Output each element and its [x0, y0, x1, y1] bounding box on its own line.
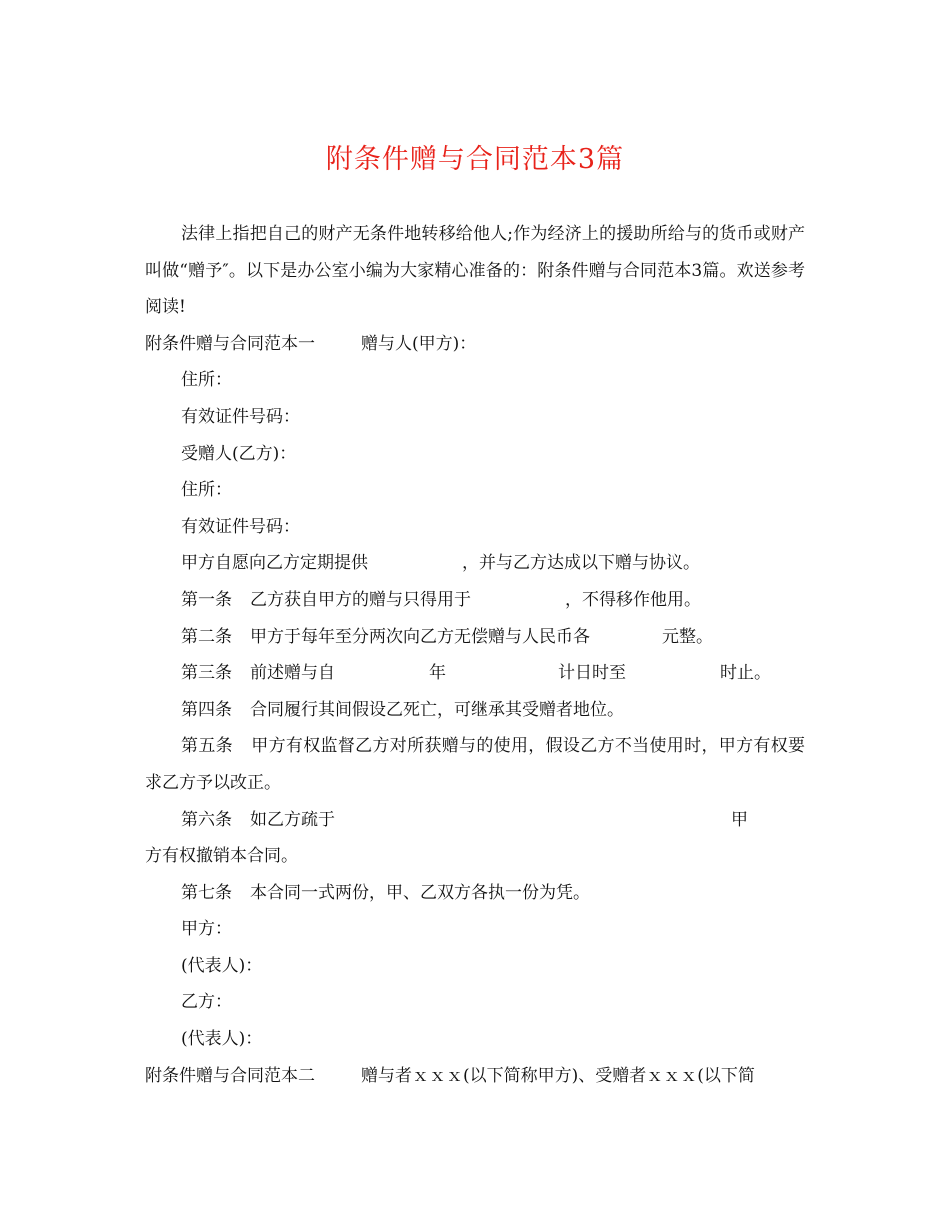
- article-7: [145, 875, 805, 912]
- article-7-text: 本合同一式两份，甲、乙双方各执一份为凭。: [250, 882, 590, 903]
- article-1-pre: 乙方获自甲方的赠与只得用于: [250, 589, 471, 610]
- article-4-text: 合同履行其间假设乙死亡，可继承其受赠者地位。: [250, 699, 624, 720]
- article-3-c: 计日时至: [558, 663, 626, 684]
- section1-heading: 附条件赠与合同范本一: [145, 333, 315, 354]
- article-3-d: 时止。: [720, 663, 771, 684]
- agreement-line: [145, 545, 805, 582]
- intro-paragraph: 法律上指把自己的财产无条件地转移给他人;作为经济上的援助所给与的货币或财产叫做“赠予″。以下是办公室小编为大家精心准备的：附条件赠与合同范本3篇。欢送参考阅读!: [145, 224, 805, 318]
- donee-id: 有效证件号码：: [181, 516, 300, 537]
- donee-label: 受赠人(乙方)：: [181, 443, 297, 464]
- article-2-number: 第二条: [181, 626, 232, 647]
- donor-id: 有效证件号码：: [181, 406, 300, 427]
- article-1: [145, 582, 805, 619]
- section2-heading: 附条件赠与合同范本二: [145, 1065, 315, 1086]
- article-2-post: 元整。: [662, 626, 713, 647]
- document-title: 附条件赠与合同范本3篇: [325, 144, 625, 175]
- section2-text: 赠与者ｘｘｘ(以下简称甲方)、受赠者ｘｘｘ(以下简: [361, 1065, 755, 1086]
- article-6-continuation: 方有权撤销本合同。: [145, 846, 298, 867]
- article-3-b: 年: [429, 663, 446, 684]
- article-1-post: ，不得移作他用。: [565, 589, 701, 610]
- agreement-pre: 甲方自愿向乙方定期提供: [181, 553, 368, 574]
- article-6: [145, 802, 805, 839]
- signature-party-a: 甲方：: [181, 919, 232, 940]
- agreement-post: ，并与乙方达成以下赠与协议。: [462, 553, 700, 574]
- article-5-text: 甲方有权监督乙方对所获赠与的使用，假设乙方不当使用时，甲方有权要求乙方予以改正。: [145, 736, 806, 793]
- article-5-number: 第五条: [181, 736, 233, 757]
- donor-address: 住所：: [181, 370, 232, 391]
- article-6-end: 甲: [731, 809, 748, 830]
- article-4-number: 第四条: [181, 699, 232, 720]
- donor-label: 赠与人(甲方)：: [361, 333, 477, 354]
- article-5: [145, 728, 805, 801]
- signature-party-b-representative: (代表人)：: [181, 1029, 263, 1050]
- article-6-pre: 如乙方疏于: [250, 809, 335, 830]
- article-2-pre: 甲方于每年至分两次向乙方无偿赠与人民币各: [250, 626, 590, 647]
- article-6-number: 第六条: [181, 809, 232, 830]
- document-body: [145, 216, 805, 1094]
- section2-heading-line: [145, 1058, 805, 1095]
- article-4: [145, 692, 805, 729]
- article-7-number: 第七条: [181, 882, 232, 903]
- article-3-number: 第三条: [181, 663, 232, 684]
- donee-address: 住所：: [181, 480, 232, 501]
- section1-heading-line: [145, 326, 805, 363]
- signature-party-a-representative: (代表人)：: [181, 955, 263, 976]
- article-1-number: 第一条: [181, 589, 232, 610]
- article-3-a: 前述赠与自: [250, 663, 335, 684]
- article-2: [145, 619, 805, 656]
- signature-party-b: 乙方：: [181, 992, 232, 1013]
- article-3: [145, 655, 805, 692]
